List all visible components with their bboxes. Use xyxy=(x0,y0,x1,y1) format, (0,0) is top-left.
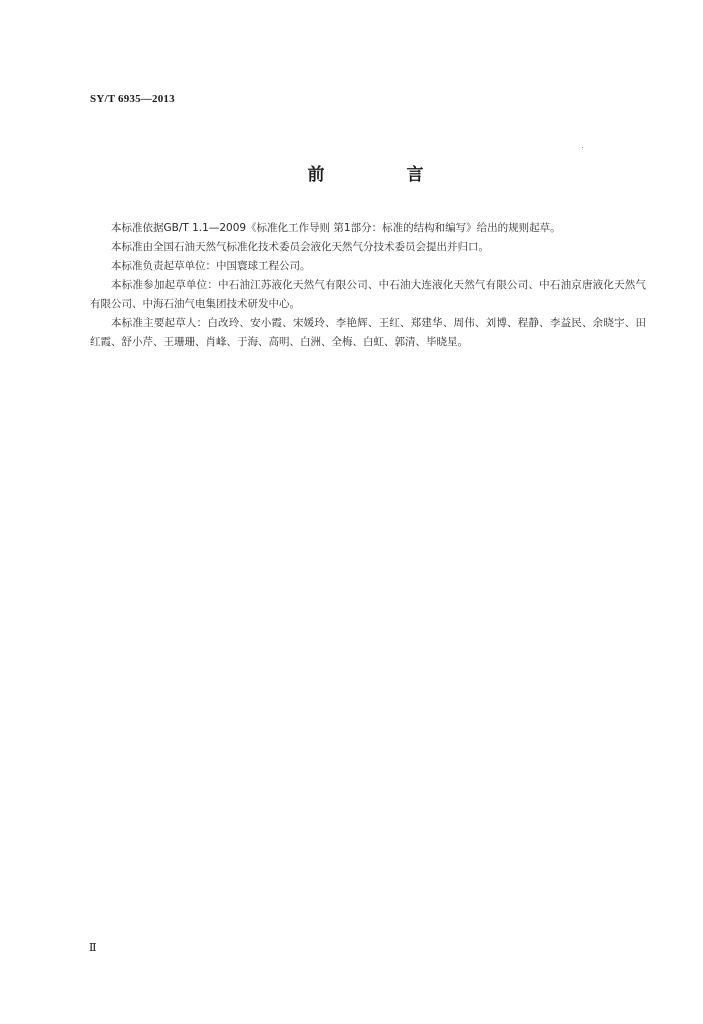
section-title: 前 言 xyxy=(307,165,462,185)
paragraph-lead-drafter: 本标准负责起草单位：中国寰球工程公司。 xyxy=(111,260,311,272)
standard-code-header: SY/T 6935—2013 xyxy=(90,93,175,105)
paragraph-main-drafters: 本标准主要起草人：白改玲、安小霞、宋媛玲、李艳辉、王红、郑建华、周伟、刘博、程静、李益民、余晓宇、田红霞、舒小芹、王珊珊、肖峰、于海、高明、白洲、全梅、白虹、郭清、毕晓星。 xyxy=(90,317,646,348)
scan-speck xyxy=(582,147,583,148)
paragraph-drafting-rules: 本标准依据GB/T 1.1—2009《标准化工作导则 第1部分：标准的结构和编写》给出的规则起草。 xyxy=(111,222,561,234)
paragraph-proposer: 本标准由全国石油天然气标准化技术委员会液化天然气分技术委员会提出并归口。 xyxy=(111,241,489,253)
paragraph-participating-drafters: 本标准参加起草单位：中石油江苏液化天然气有限公司、中石油大连液化天然气有限公司、中石油京唐液化天然气有限公司、中海石油气电集团技术研发中心。 xyxy=(90,279,646,310)
foreword-body xyxy=(90,219,646,352)
page-number: Ⅱ xyxy=(89,942,97,954)
